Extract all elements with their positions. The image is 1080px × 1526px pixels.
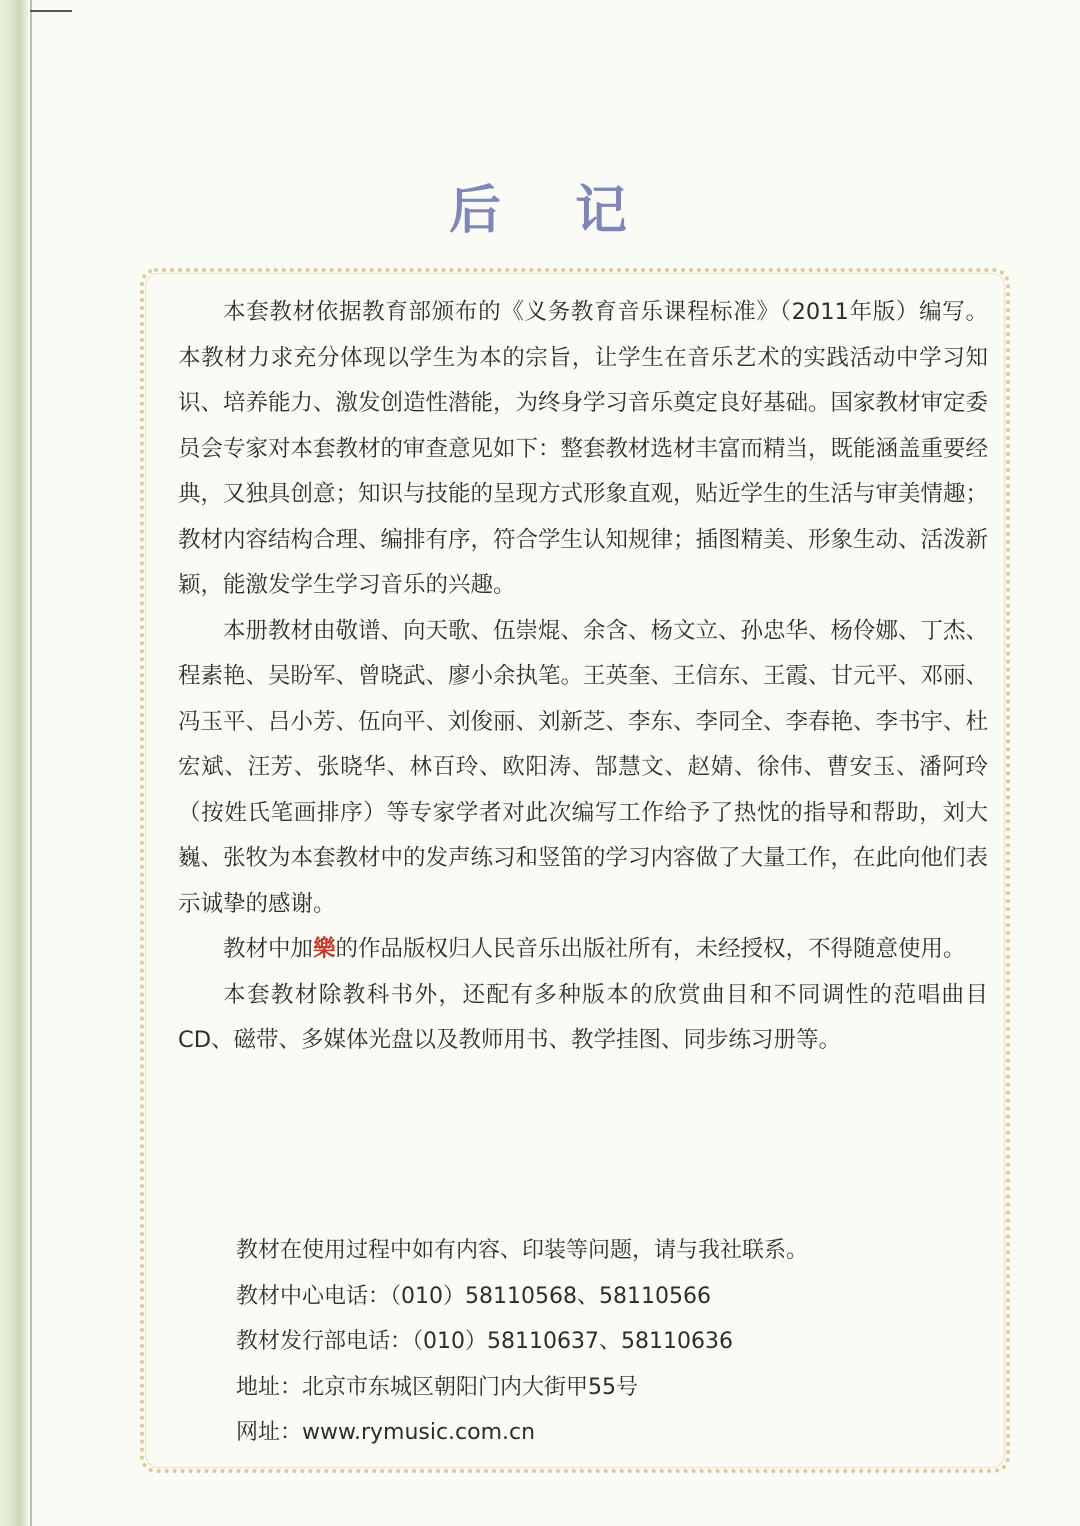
contact-notice: 教材在使用过程中如有内容、印装等问题，请与我社联系。	[236, 1238, 809, 1263]
paragraph-acknowledgements: 本册教材由敬谱、向天歌、伍崇焜、余含、杨文立、孙忠华、杨伶娜、丁杰、程素艳、吴盼军、曾晓武、廖小余执笔。王英奎、王信东、王霞、甘元平、邓丽、冯玉平、吕小芳、伍向平、刘俊丽、刘新芝、李东、李同全、李春艳、李书宇、杜宏斌、汪芳、张晓华、林百玲、欧阳涛、郜慧文、赵婧、徐伟、曹安玉、潘阿玲（按姓氏笔画排序）等专家学者对此次编写工作给予了热忱的指导和帮助，刘大巍、张牧为本套教材中的发声练习和竖笛的学习内容做了大量工作，在此向他们表示诚挚的感谢。	[178, 617, 989, 917]
paragraph-curriculum: 本套教材依据教育部颁布的《义务教育音乐课程标准》（2011年版）编写。本教材力求充分体现以学生为本的宗旨，让学生在音乐艺术的实践活动中学习知识、培养能力、激发创造性潜能，为终身学习音乐奠定良好基础。国家教材审定委员会专家对本套教材的审查意见如下：整套教材选材丰富而精当，既能涵盖重要经典，又独具创意；知识与技能的呈现方式形象直观，贴近学生的生活与审美情趣；教材内容结构合理、编排有序，符合学生认知规律；插图精美、形象生动、活泼新颖，能激发学生学习音乐的兴趣。	[178, 299, 989, 598]
contact-center-phone: 教材中心电话：（010）58110568、58110566	[236, 1283, 711, 1309]
copyright-mark-icon: 樂	[313, 936, 336, 962]
contact-website[interactable]: 网址：www.rymusic.com.cn	[236, 1420, 536, 1445]
contact-distribution-phone: 教材发行部电话：（010）58110637、58110636	[236, 1329, 733, 1354]
paragraph-materials: 本套教材除教科书外，还配有多种版本的欣赏曲目和不同调性的范唱曲目CD、磁带、多媒体光盘以及教师用书、教学挂图、同步练习册等。	[178, 981, 988, 1053]
copyright-text-start: 教材中加	[223, 936, 314, 962]
page-title: 后记	[448, 181, 701, 241]
afterword-body	[178, 290, 988, 1064]
copyright-text-end: 的作品版权归人民音乐出版社所有，未经授权，不得随意使用。	[335, 936, 966, 962]
paragraph-copyright	[178, 927, 988, 973]
contact-info	[236, 1228, 956, 1456]
corner-mark	[30, 10, 72, 12]
contact-address: 地址：北京市东城区朝阳门内大街甲55号	[236, 1374, 638, 1400]
